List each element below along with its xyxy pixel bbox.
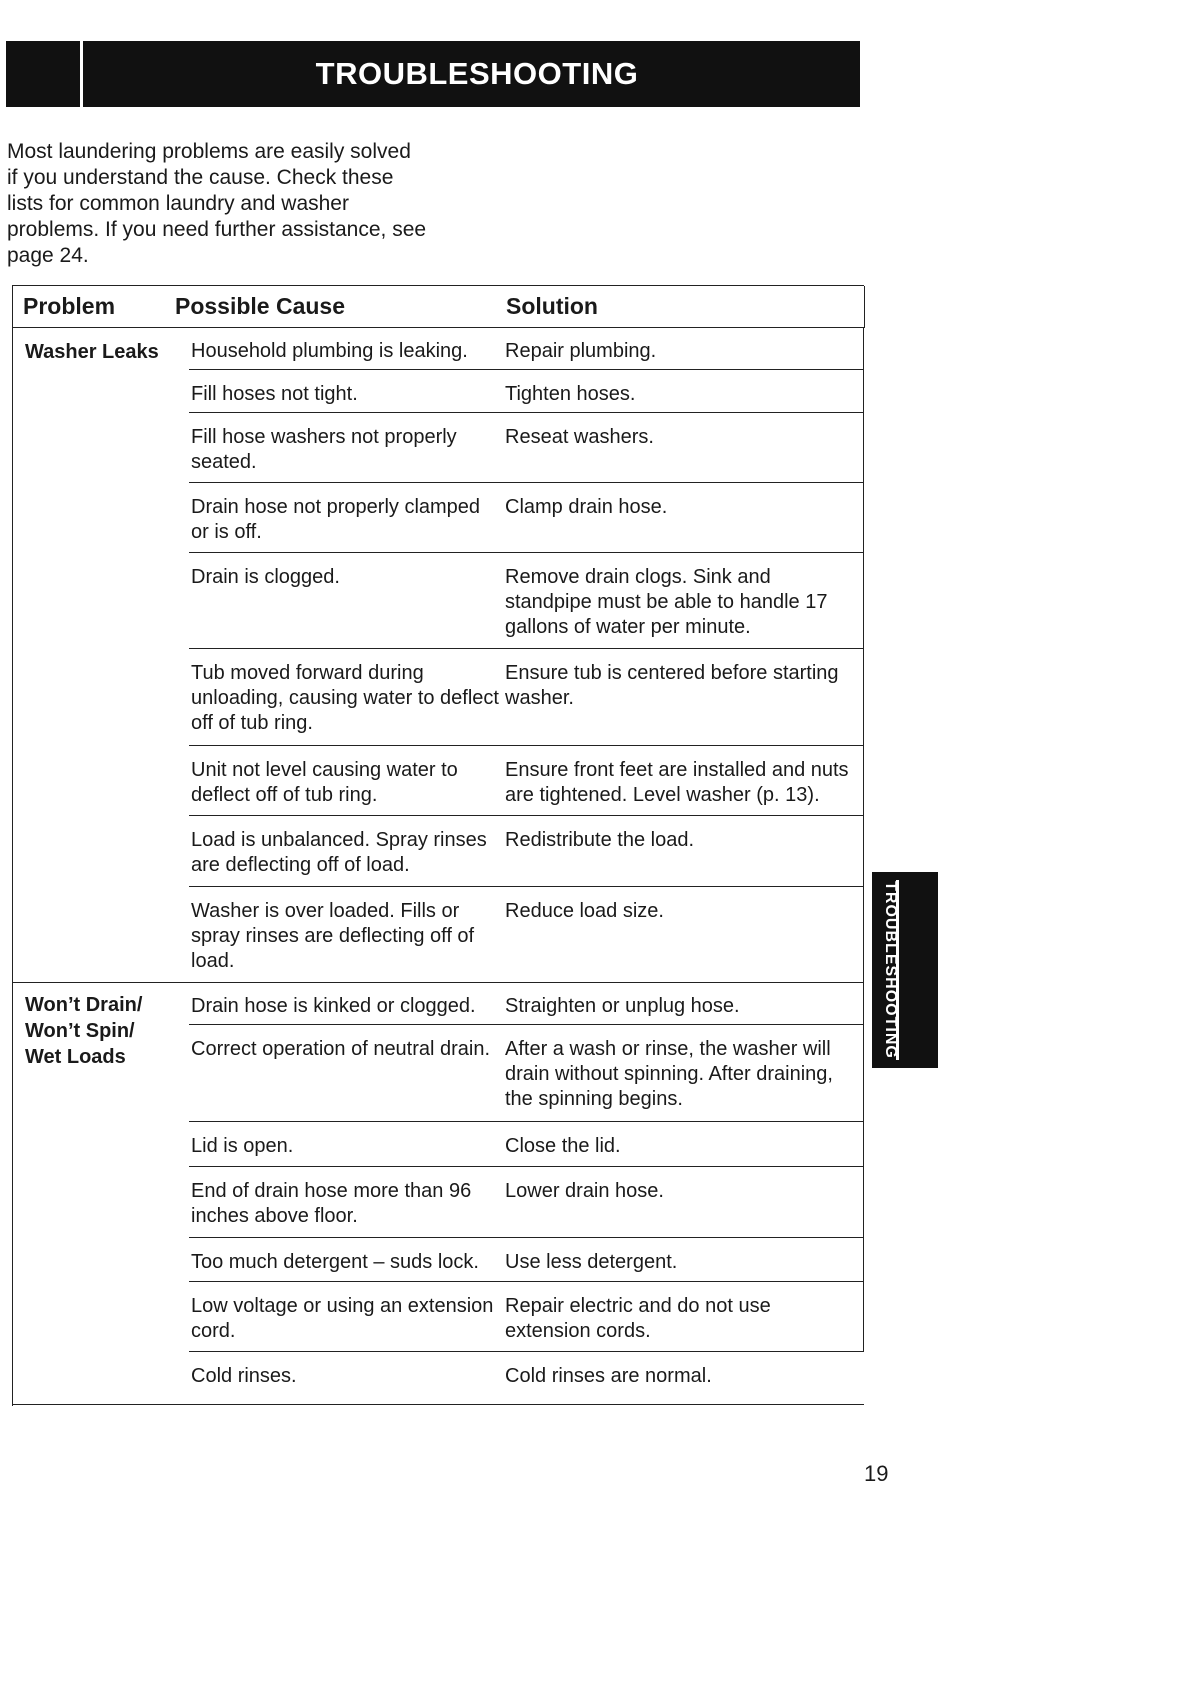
- cause-cell: End of drain hose more than 96 inches above floor.: [191, 1180, 472, 1227]
- solution-cell: Reseat washers.: [505, 426, 654, 448]
- cause-cell: Drain is clogged.: [191, 566, 340, 588]
- table-row: [189, 746, 864, 816]
- table-row: [189, 1352, 864, 1402]
- cause-cell: Drain hose is kinked or clogged.: [191, 995, 476, 1017]
- page-title: TROUBLESHOOTING: [315, 56, 639, 91]
- solution-cell: After a wash or rinse, the washer will drain without spinning. After draining, the spinning begins.: [505, 1038, 833, 1110]
- cause-cell: Cold rinses.: [191, 1365, 297, 1387]
- table-row: [189, 1025, 864, 1122]
- solution-cell: Redistribute the load.: [505, 829, 695, 851]
- cause-cell: Household plumbing is leaking.: [191, 340, 468, 362]
- table-bottom-border: [13, 1404, 864, 1405]
- cause-cell: Lid is open.: [191, 1135, 294, 1157]
- table-row: [189, 553, 864, 649]
- solution-cell: Repair electric and do not use extension cords.: [505, 1295, 771, 1342]
- cause-cell: Correct operation of neutral drain.: [191, 1038, 491, 1060]
- table-header: [13, 286, 865, 328]
- table-row: [189, 370, 864, 413]
- solution-cell: Close the lid.: [505, 1135, 621, 1157]
- solution-cell: Straighten or unplug hose.: [505, 995, 740, 1017]
- solution-cell: Use less detergent.: [505, 1251, 678, 1273]
- header-problem: Problem: [23, 293, 116, 319]
- table-row: [189, 887, 864, 982]
- table-row: [189, 982, 864, 1025]
- cause-cell: Fill hoses not tight.: [191, 383, 358, 405]
- table-row: [189, 327, 864, 370]
- header-possible-cause: Possible Cause: [175, 293, 346, 319]
- table-row: [189, 1167, 864, 1238]
- table-row: [189, 413, 864, 483]
- solution-cell: Remove drain clogs. Sink and standpipe must be able to handle 17 gallons of water per minute.: [505, 566, 828, 638]
- table-row: [189, 1282, 864, 1352]
- cause-cell: Washer is over loaded. Fills or spray rinses are deflecting off of load.: [191, 900, 475, 972]
- solution-cell: Repair plumbing.: [505, 340, 657, 362]
- table-row: [189, 649, 864, 746]
- header-solution: Solution: [506, 293, 598, 319]
- problem-washer-leaks: Washer Leaks: [25, 341, 159, 363]
- solution-cell: Reduce load size.: [505, 900, 664, 922]
- table-row: [189, 1122, 864, 1167]
- solution-cell: Tighten hoses.: [505, 383, 636, 405]
- table-row: [189, 1238, 864, 1282]
- cause-cell: Tub moved forward during unloading, causing water to deflect off of tub ring.: [191, 662, 499, 734]
- header-banner: [6, 41, 860, 107]
- solution-cell: Ensure tub is centered before starting washer.: [505, 662, 839, 709]
- troubleshooting-table: [12, 285, 864, 1406]
- side-tab-label: TROUBLESHOOTING: [882, 881, 899, 1059]
- solution-cell: Cold rinses are normal.: [505, 1365, 712, 1387]
- intro-paragraph: Most laundering problems are easily solved if you understand the cause. Check these lists for common laundry and washer problems. If you need further assistance, see page 24.: [7, 140, 427, 267]
- solution-cell: Lower drain hose.: [505, 1180, 664, 1202]
- cause-cell: Drain hose not properly clamped or is off.: [191, 496, 481, 543]
- solution-cell: Ensure front feet are installed and nuts are tightened. Level washer (p. 13).: [505, 759, 849, 806]
- cause-cell: Low voltage or using an extension cord.: [191, 1295, 494, 1342]
- page-number: 19: [864, 1461, 889, 1486]
- table-row: [189, 816, 864, 887]
- table-row: [189, 483, 864, 553]
- cause-cell: Load is unbalanced. Spray rinses are deflecting off of load.: [191, 829, 487, 876]
- cause-cell: Unit not level causing water to deflect off of tub ring.: [191, 759, 458, 806]
- solution-cell: Clamp drain hose.: [505, 496, 668, 518]
- side-tab: [872, 872, 938, 1068]
- problem-wont-drain: Won’t Drain/ Won’t Spin/ Wet Loads: [25, 994, 143, 1068]
- cause-cell: Too much detergent – suds lock.: [191, 1251, 479, 1273]
- cause-cell: Fill hose washers not properly seated.: [191, 426, 457, 473]
